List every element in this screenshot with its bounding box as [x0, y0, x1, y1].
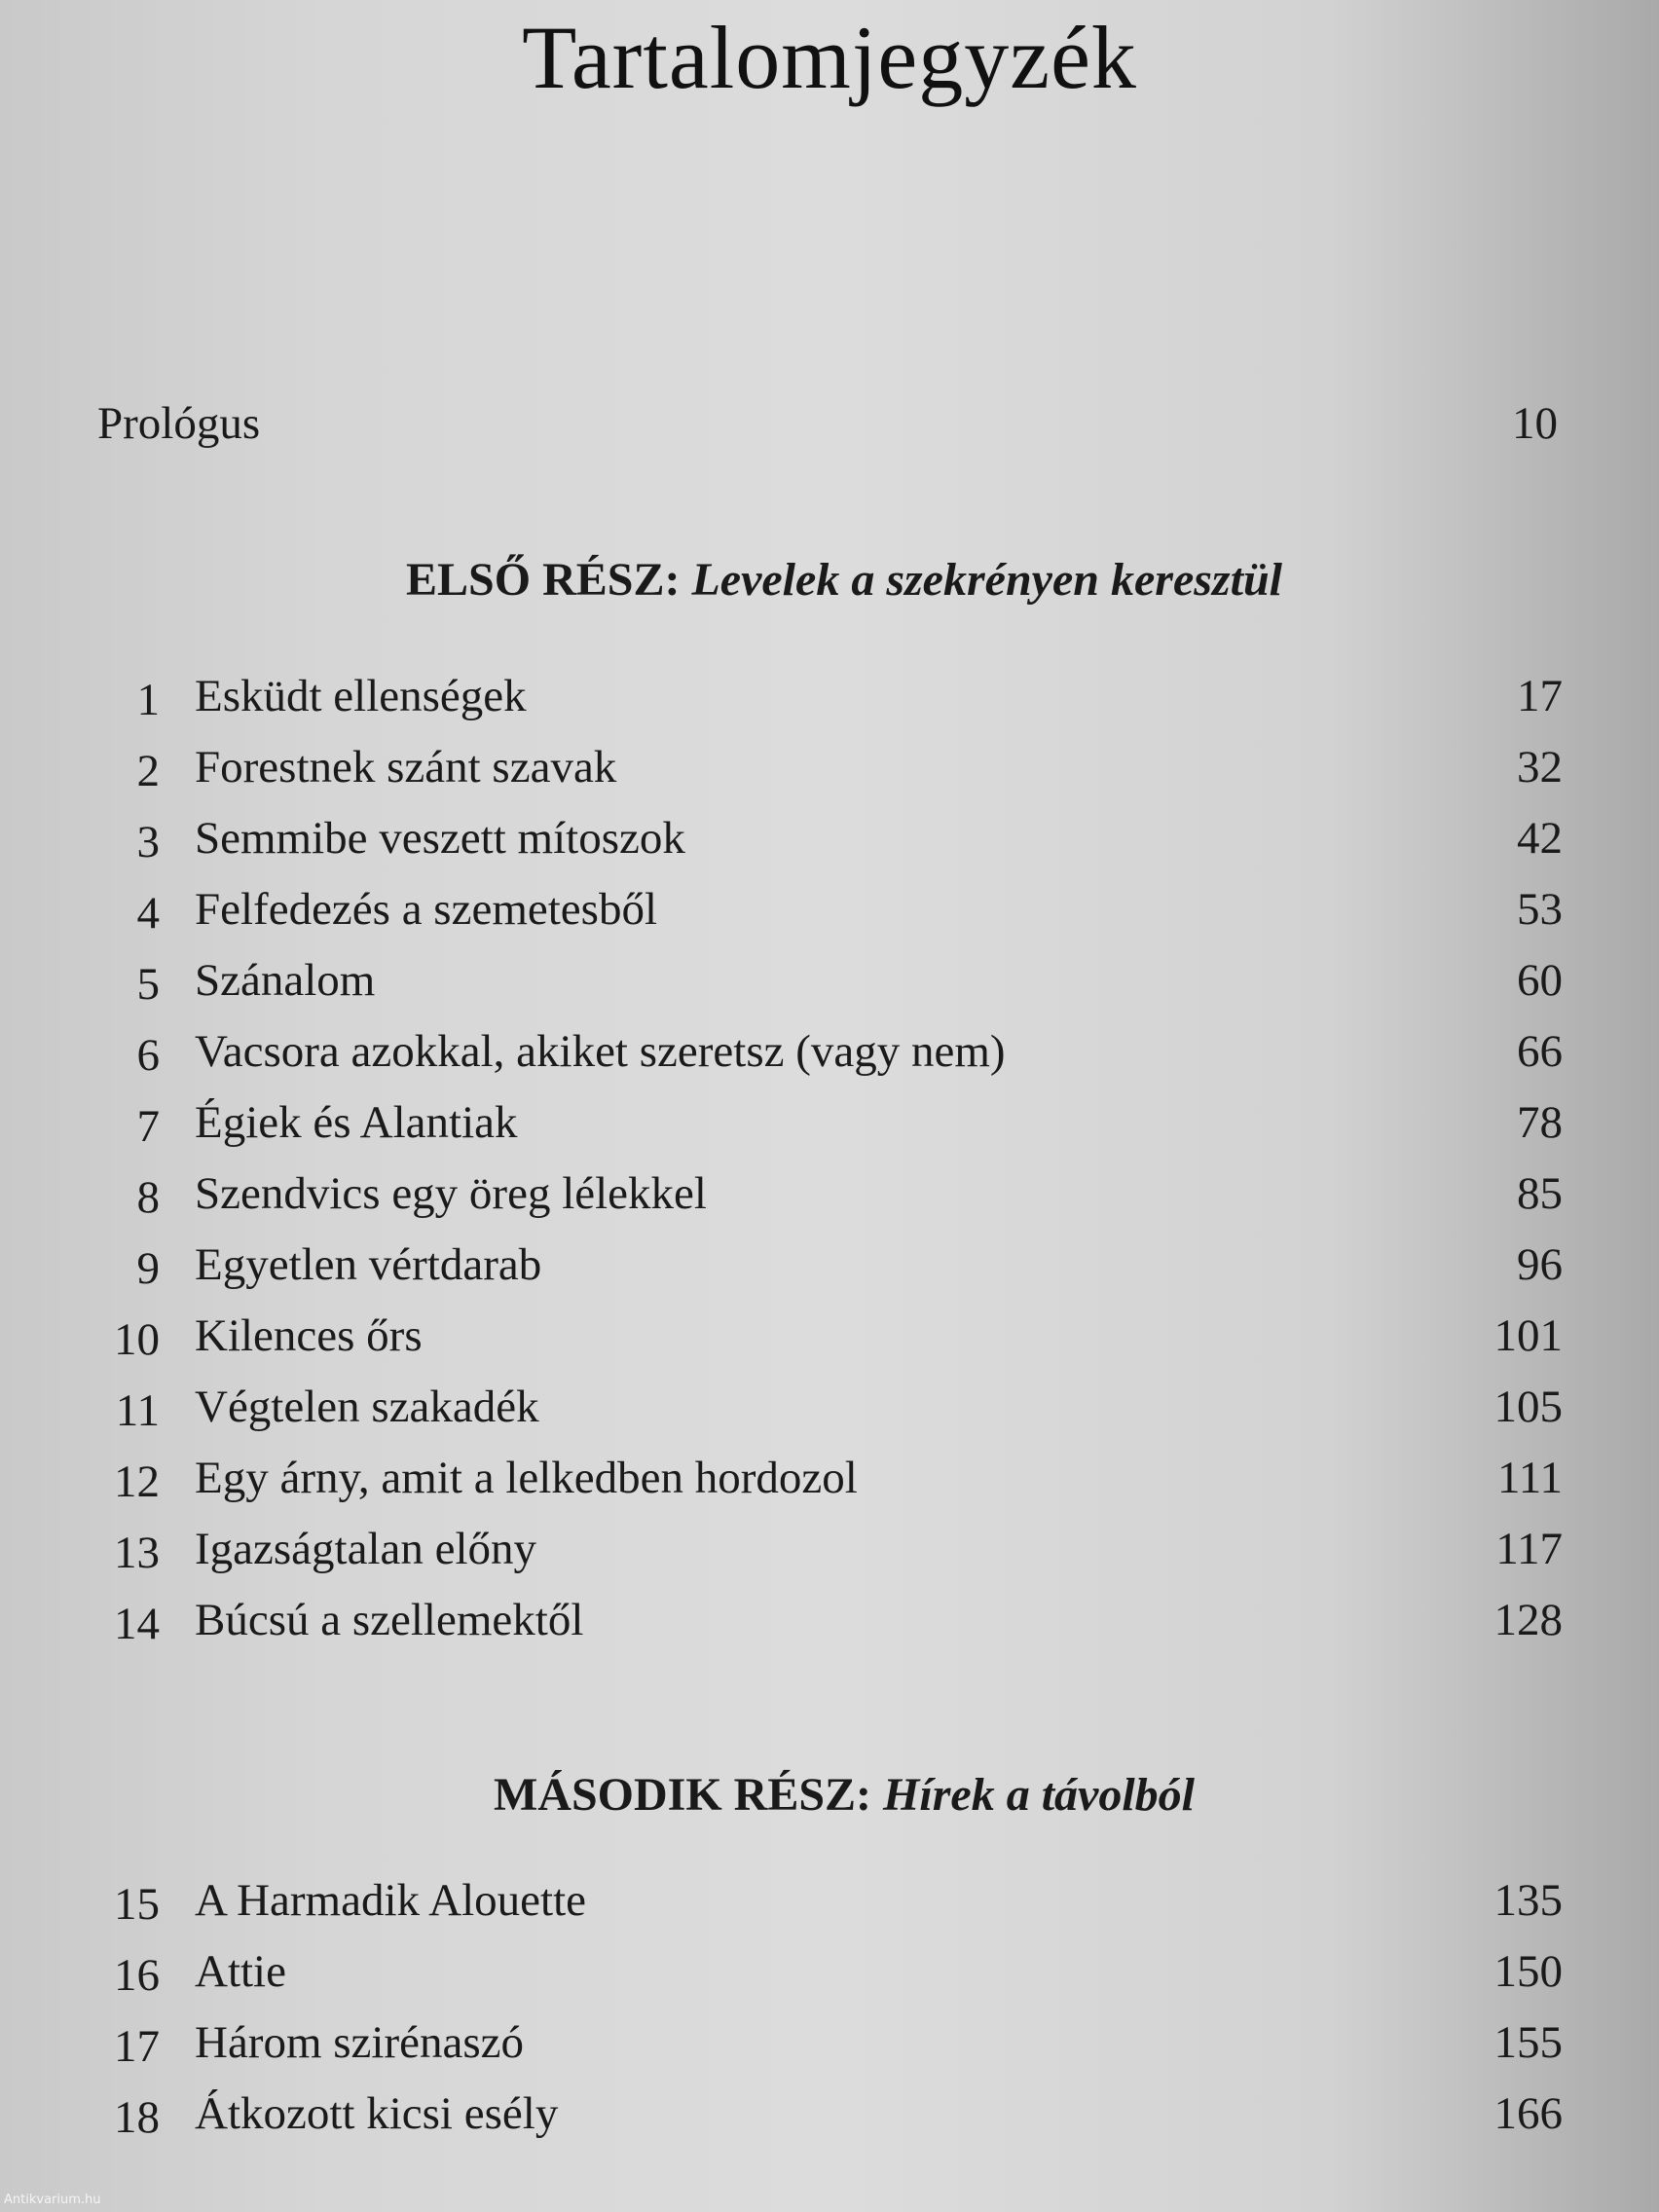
- chapter-title: Felfedezés a szemetesből: [195, 884, 658, 935]
- prologue-title: Prológus: [97, 398, 261, 449]
- chapter-entry: [97, 1167, 1563, 1238]
- chapter-number: 5: [136, 959, 160, 1010]
- chapter-entry: [97, 2087, 1563, 2158]
- prologue-entry: [97, 397, 1558, 465]
- chapter-entry: [97, 1452, 1563, 1523]
- chapter-page: 135: [1493, 1875, 1563, 1926]
- chapter-title: Búcsú a szellemektől: [195, 1595, 584, 1645]
- chapter-title: A Harmadik Alouette: [195, 1875, 587, 1926]
- chapter-title: Szendvics egy öreg lélekkel: [195, 1168, 707, 1219]
- chapter-title: Igazságtalan előny: [195, 1524, 537, 1574]
- part-one-subtitle: Levelek a szekrényen keresztül: [691, 554, 1282, 606]
- chapter-number: 4: [136, 888, 160, 939]
- part-two-label: MÁSODIK RÉSZ:: [493, 1769, 872, 1821]
- chapter-number: 13: [114, 1528, 160, 1578]
- part-two-heading: [0, 1768, 1659, 1822]
- chapter-page: 96: [1517, 1239, 1563, 1290]
- chapter-entry: [97, 1523, 1563, 1594]
- chapter-number: 1: [136, 675, 160, 725]
- chapter-page: 42: [1517, 813, 1563, 864]
- chapter-entry: [97, 741, 1563, 812]
- chapter-number: 15: [114, 1879, 160, 1930]
- chapter-page: 78: [1517, 1097, 1563, 1148]
- site-watermark: Antikvarium.hu: [4, 2193, 101, 2207]
- chapter-title: Esküdt ellenségek: [195, 671, 527, 721]
- chapter-entry: [97, 1594, 1563, 1665]
- chapter-title: Egy árny, amit a lelkedben hordozol: [195, 1453, 858, 1503]
- page-title: [0, 6, 1659, 109]
- part-one-label: ELSŐ RÉSZ:: [406, 554, 681, 606]
- chapter-title: Semmibe veszett mítoszok: [195, 813, 685, 864]
- chapter-page: 155: [1493, 2017, 1563, 2068]
- chapter-title: Forestnek szánt szavak: [195, 742, 617, 793]
- chapter-title: Attie: [195, 1946, 286, 1997]
- chapter-number: 9: [136, 1243, 160, 1294]
- part-one-heading: [0, 553, 1659, 607]
- chapter-page: 111: [1496, 1453, 1563, 1503]
- chapter-page: 128: [1493, 1595, 1563, 1645]
- chapter-number: 18: [114, 2092, 160, 2143]
- chapter-title: Vacsora azokkal, akiket szeretsz (vagy nem): [195, 1026, 1006, 1077]
- chapter-page: 117: [1495, 1524, 1563, 1574]
- part-one-chapter-list: [97, 670, 1563, 1665]
- chapter-entry: [97, 2016, 1563, 2087]
- chapter-number: 14: [114, 1599, 160, 1649]
- chapter-title: Három szirénaszó: [195, 2017, 524, 2068]
- part-two-subtitle: Hírek a távolból: [883, 1769, 1196, 1821]
- chapter-number: 16: [114, 1950, 160, 2001]
- chapter-number: 10: [114, 1314, 160, 1365]
- chapter-entry: [97, 1381, 1563, 1452]
- chapter-page: 150: [1493, 1946, 1563, 1997]
- chapter-entry: [97, 1238, 1563, 1309]
- chapter-entry: [97, 1025, 1563, 1096]
- chapter-title: Végtelen szakadék: [195, 1382, 539, 1432]
- chapter-entry: [97, 1309, 1563, 1381]
- chapter-number: 3: [136, 817, 160, 867]
- chapter-page: 166: [1493, 2088, 1563, 2139]
- chapter-page: 32: [1517, 742, 1563, 793]
- chapter-page: 60: [1517, 955, 1563, 1006]
- chapter-number: 2: [136, 746, 160, 796]
- chapter-number: 11: [115, 1385, 160, 1436]
- chapter-entry: [97, 954, 1563, 1025]
- chapter-number: 8: [136, 1172, 160, 1223]
- chapter-entry: [97, 1874, 1563, 1945]
- chapter-number: 6: [136, 1030, 160, 1081]
- chapter-entry: [97, 1945, 1563, 2016]
- chapter-entry: [97, 812, 1563, 883]
- chapter-page: 85: [1517, 1168, 1563, 1219]
- chapter-title: Egyetlen vértdarab: [195, 1239, 542, 1290]
- chapter-number: 12: [114, 1456, 160, 1507]
- chapter-page: 66: [1517, 1026, 1563, 1077]
- chapter-number: 17: [114, 2021, 160, 2072]
- prologue-page: 10: [1512, 398, 1558, 449]
- chapter-page: 101: [1493, 1310, 1563, 1361]
- page-title-text: Tartalomjegyzék: [522, 8, 1137, 107]
- chapter-entry: [97, 670, 1563, 741]
- chapter-page: 53: [1517, 884, 1563, 935]
- part-two-chapter-list: [97, 1874, 1563, 2158]
- chapter-title: Kilences őrs: [195, 1310, 423, 1361]
- chapter-page: 105: [1493, 1382, 1563, 1432]
- chapter-entry: [97, 883, 1563, 954]
- chapter-number: 7: [136, 1101, 160, 1152]
- chapter-title: Égiek és Alantiak: [195, 1097, 518, 1148]
- chapter-entry: [97, 1096, 1563, 1167]
- chapter-page: 17: [1517, 671, 1563, 721]
- chapter-title: Szánalom: [195, 955, 376, 1006]
- chapter-title: Átkozott kicsi esély: [195, 2088, 559, 2139]
